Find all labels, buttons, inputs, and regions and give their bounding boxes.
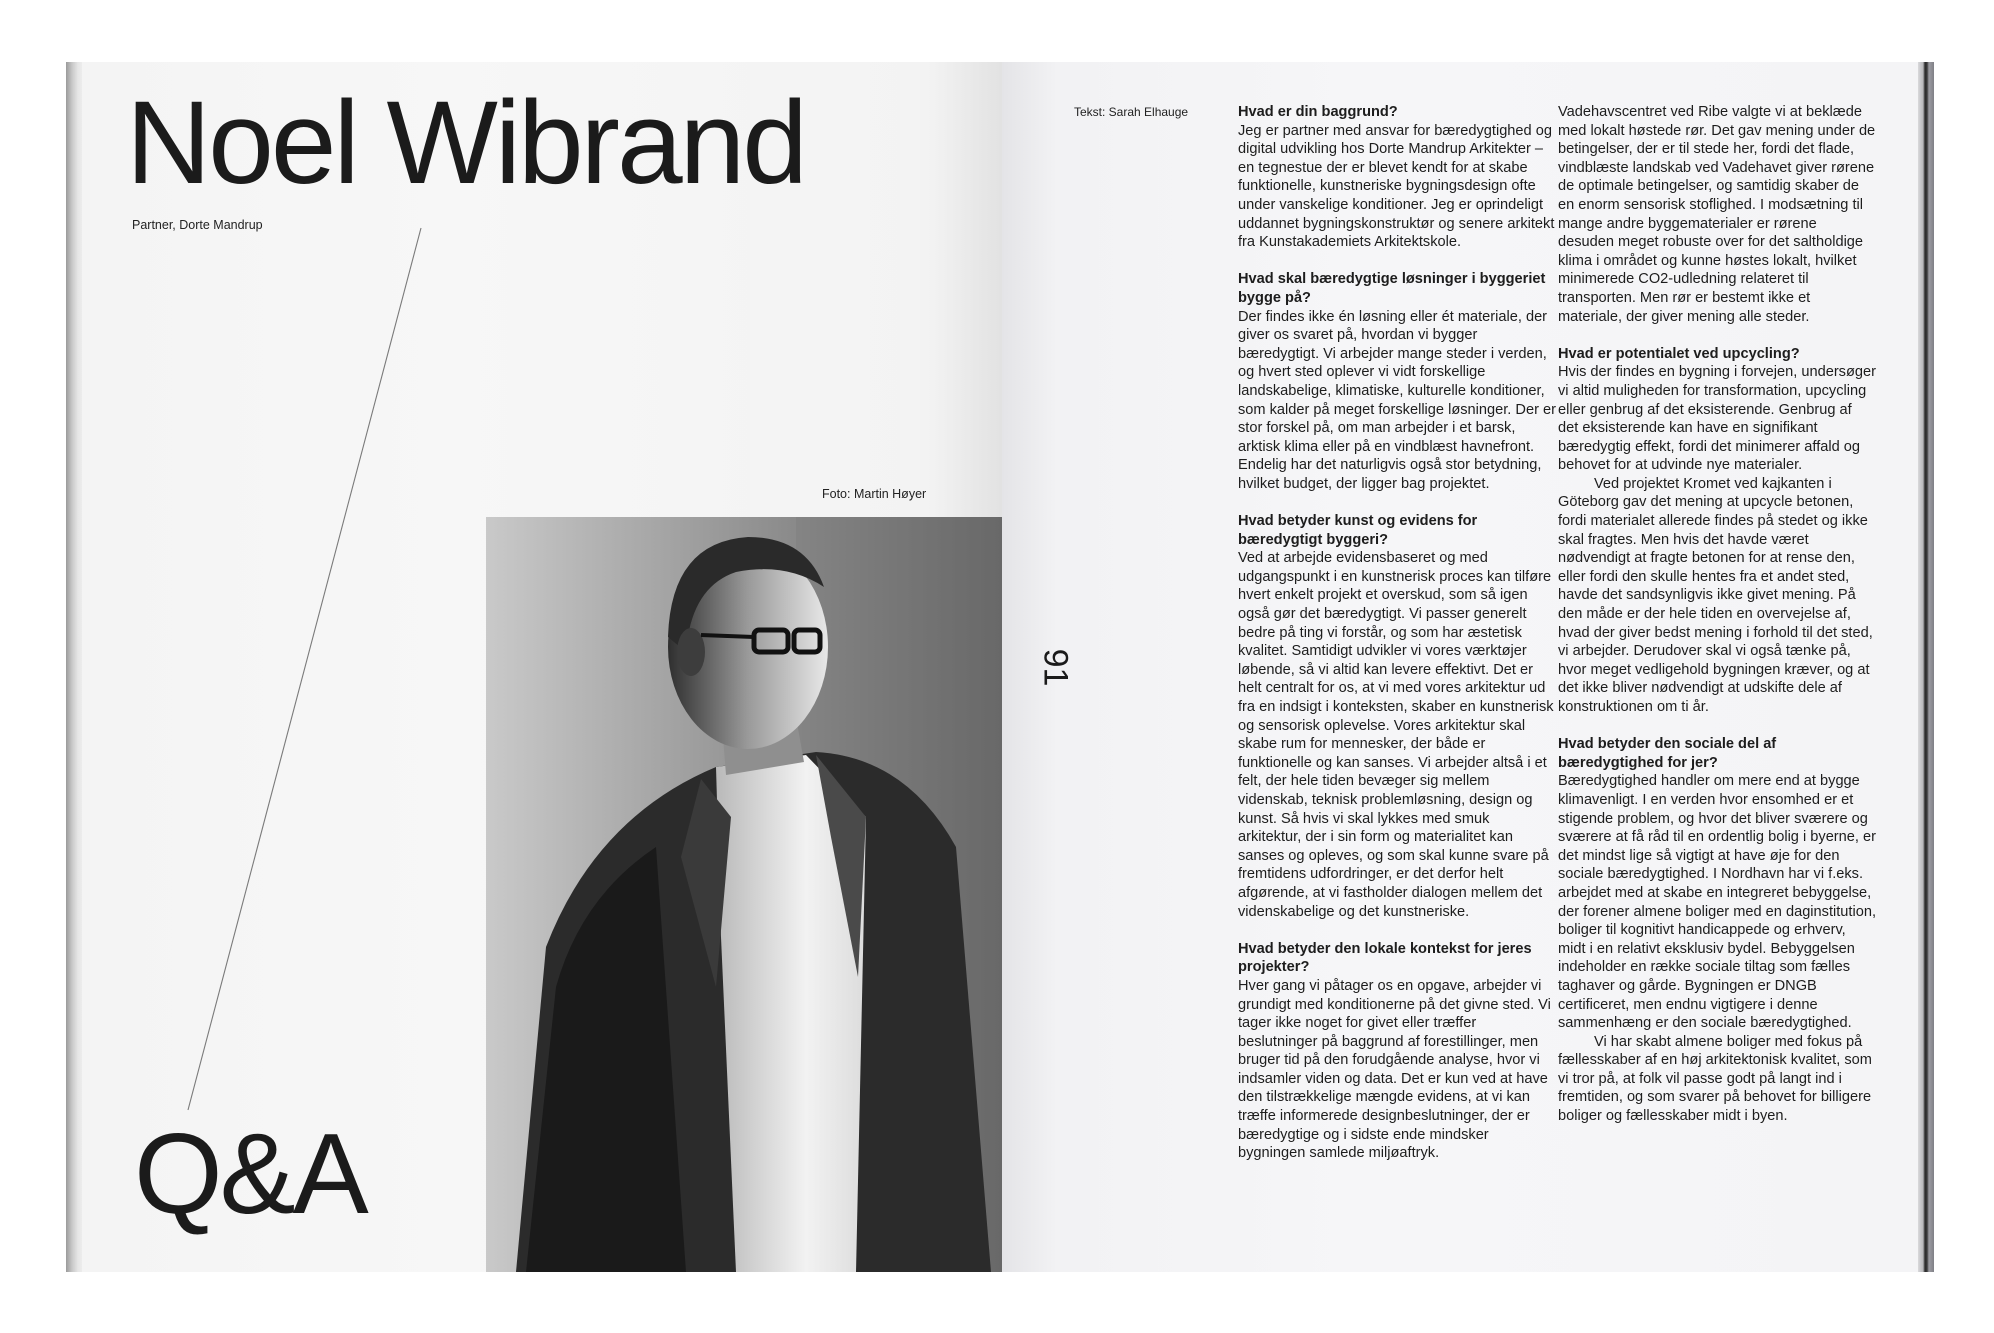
page-title: Noel Wibrand — [126, 77, 805, 209]
question: Hvad er din baggrund? — [1238, 104, 1398, 120]
answer: Hvis der findes en bygning i forvejen, undersøger vi altid muligheden for transformation, upcycling eller genbrug af det eksisterende. Genbrug af det eksisterende kan have en signifikant bæredygtig effekt, fordi det minimerer affald og behovet for at udvinde nye materialer. — [1558, 364, 1876, 474]
question: Hvad betyder den lokale kontekst for jeres projekter? — [1238, 940, 1532, 976]
answer: Der findes ikke én løsning eller ét materiale, der giver os svaret på, hvordan vi bygger bæredygtigt. Vi arbejder mange steder i verden, og hvert sted oplever vi vidt forskellige landskabelige, klimatiske, kulturelle konditioner, som kalder på meget forskellige løsninger. Der er stor forskel på, om man arbejder i et barsk, arktisk klima eller på en vindblæst havnefront. Endelig har det naturligvis også stor betydning, hvilket budget, der ligger bag projektet. — [1238, 308, 1556, 492]
subtitle: Partner, Dorte Mandrup — [132, 218, 263, 232]
portrait-photo — [486, 517, 1002, 1272]
page-number: 91 — [1036, 648, 1075, 687]
author-credit: Tekst: Sarah Elhauge — [1074, 105, 1189, 119]
question: Hvad er potentialet ved upcycling? — [1558, 345, 1800, 362]
answer: Bæredygtighed handler om mere end at bygge klimavenligt. I en verden hvor ensomhed er et stigende problem, og hvor det bliver sværere og sværere at få råd til en ordentlig bolig i byerne, er det mindst lige så vigtigt at have øje for den sociale bæredygtighed. I Nordhavn har vi f.eks. arbejdet med at skabe en integreret bebyggelse, der forener almene boliger med en daginstitution, boliger til kognitivt handicappede og erhverv, midt i en relativt eksklusiv bydel. Bebyggelsen indeholder en række sociale tiltag som fælles taghaver og gårde. Bygningen er DNGB certificeret, men endnu vigtigere i denne sammenhæng er den sociale bæredygtighed. — [1558, 773, 1877, 1032]
answer: Ved projektet Kromet ved kajkanten i Göteborg gav det mening at upcycle betonen, fordi materialet allerede findes på stedet og ikke skal fragtes. Men hvis det havde været nødvendigt at fragte betonen for at rense den, eller fordi den skulle hentes fra et andet sted, havde det sandsynligvis ikke givet mening. På den måde er der hele tiden en overvejelse af, hvad der giver bedst mening i forhold til det sted, vi arbejder. Derudover skal vi også tænke på, hvor meget vedligehold bygningen kræver, og at det ikke bliver nødvendigt at udskifte dele af konstruktionen om ti år. — [1558, 475, 1873, 715]
question: Hvad betyder kunst og evidens for bæredygtigt byggeri? — [1238, 513, 1478, 548]
text-column-1 — [1238, 103, 1556, 1163]
answer: Jeg er partner med ansvar for bæredygtighed og digital udvikling hos Dorte Mandrup Arkitekter – en tegnestue der er blevet kendt for at skabe funktionelle, kunstneriske bygningsdesign ofte under vanskelige konditioner. Jeg er oprindeligt uddannet bygningskonstruktør og senere arkitekt fra Kunstakademiets Arkitektskole. — [1238, 122, 1555, 251]
qa-label: Q&A — [134, 1111, 366, 1238]
answer: Vi har skabt almene boliger med fokus på fællesskaber af en høj arkitektonisk kvalitet, som vi tror på, at folk vil passe godt på langt ind i fremtiden, og som svarer på behovet for billigere boliger og fællesskaber midt i byen. — [1558, 1033, 1872, 1125]
answer: Ved at arbejde evidensbaseret og med udgangspunkt i en kunstnerisk proces kan tilføre hvert enkelt projekt et overskud, som så igen også gør det bæredygtigt. Vi passer generelt bedre på ting vi forstår, og som har æstetisk kvalitet. Samtidigt udvikler vi vores værktøjer løbende, så vi altid kan levere effektivt. Det er helt centralt for os, at vi med vores arkitektur ud fra en indsigt i konteksten, skaber en kunstnerisk og sensorisk oplevelse. Vores arkitektur skal skabe rum for mennesker, der både er funktionelle og kan sanses. Vi arbejder altså i et felt, der hele tiden bevæger sig mellem videnskab, teknisk problemløsning, design og kunst. Så hvis vi skal lykkes med smuk arkitektur, der i sin form og materialitet kan sanses og opleves, og som skal kunne svare på fremtidens udfordringer, er det derfor helt afgørende, at vi fastholder dialogen mellem det videnskabelige og det kunstneriske. — [1238, 550, 1554, 920]
answer: Vadehavscentret ved Ribe valgte vi at beklæde med lokalt høstede rør. Det gav mening under de betingelser, der er til stede her, fordi det flade, vindblæste landskab ved Vadehavet giver rørene de optimale betingelser, og samtidig skaber de en enorm sensorisk stoflighed. I modsætning til mange andre byggematerialer er rørene desuden meget robuste over for det saltholdige klima i området og kunne høstes lokalt, hvilket minimerede CO2-udledning relateret til transporten. Men rør er bestemt ikke et materiale, der giver mening alle steder. — [1558, 104, 1876, 325]
question: Hvad betyder den sociale del af bæredygtighed for jer? — [1558, 736, 1777, 771]
photo-credit: Foto: Martin Høyer — [822, 487, 927, 501]
answer: Hver gang vi påtager os en opgave, arbejder vi grundigt med konditionerne på det givne sted. Vi tager ikke noget for givet eller træffer beslutninger på baggrund af forestillinger, men bruger tid på den forudgående analyse, hvor vi indsamler viden og data. Det er kun ved at have den tilstrækkelige mængde evidens, at vi kan træffe informerede designbeslutninger, der er bæredygtige og i sidste ende mindsker bygningen samlede miljøaftryk. — [1238, 977, 1551, 1162]
question: Hvad skal bæredygtige løsninger i byggeriet bygge på? — [1238, 271, 1546, 306]
text-column-2 — [1558, 103, 1876, 1126]
